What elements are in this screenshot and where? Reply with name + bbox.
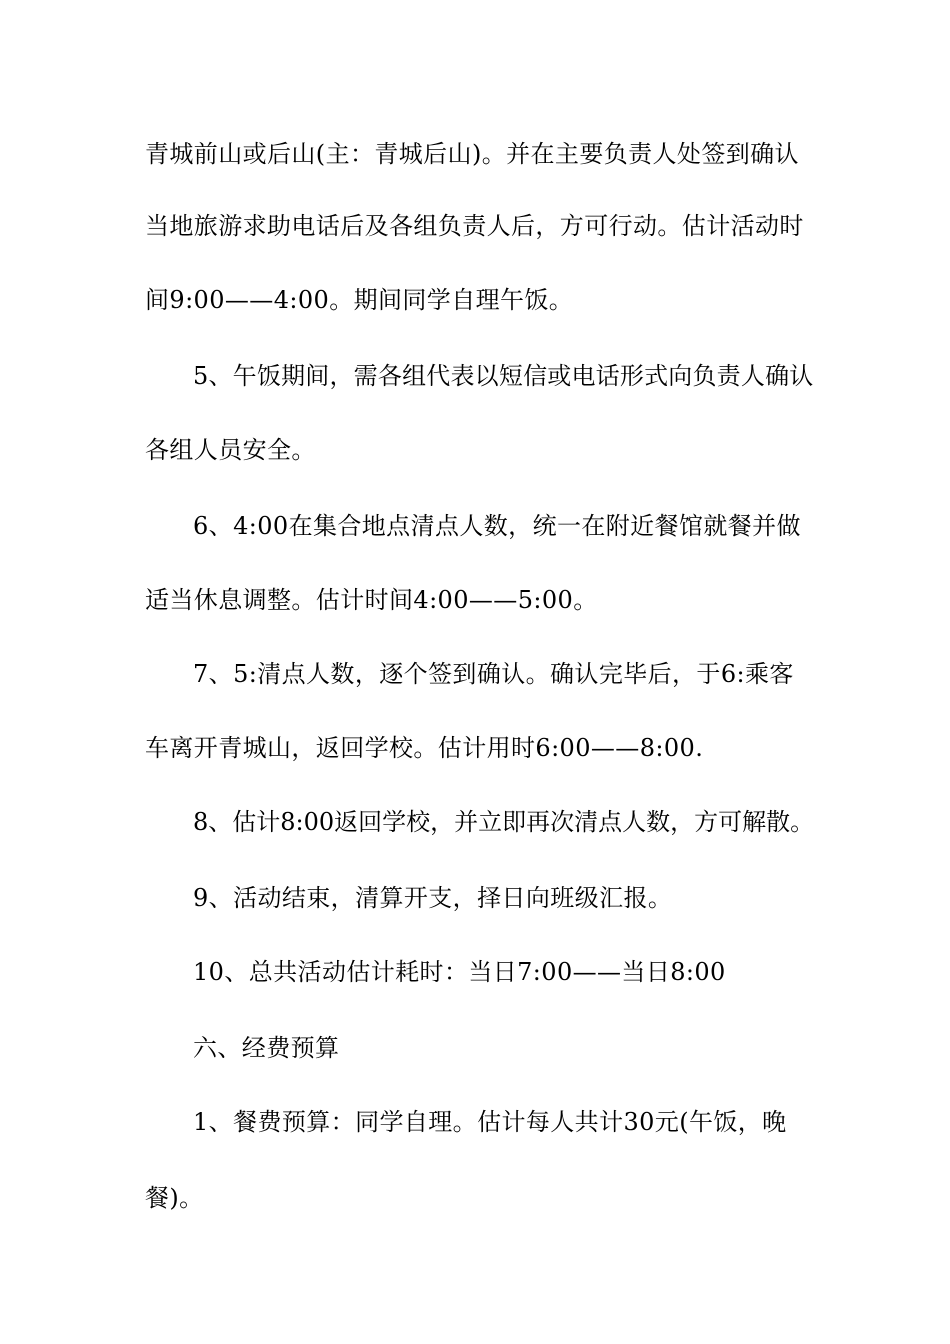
section-heading: 六、经费预算 — [193, 1034, 340, 1062]
text-line: 当地旅游求助电话后及各组负责人后，方可行动。估计活动时 — [145, 212, 804, 240]
text-line: 10、总共活动估计耗时：当日7:00——当日8:00 — [193, 958, 726, 986]
text-line: 餐)。 — [145, 1184, 204, 1212]
text-line: 适当休息调整。估计时间4:00——5:00。 — [145, 586, 598, 614]
text-line: 各组人员安全。 — [145, 436, 316, 464]
text-line: 9、活动结束，清算开支，择日向班级汇报。 — [193, 884, 673, 912]
text-line: 6、4:00在集合地点清点人数，统一在附近餐馆就餐并做 — [193, 512, 801, 540]
text-line: 7、5:清点人数，逐个签到确认。确认完毕后，于6:乘客 — [193, 660, 794, 688]
text-line: 车离开青城山，返回学校。估计用时6:00——8:00. — [145, 734, 704, 762]
text-line: 1、餐费预算：同学自理。估计每人共计30元(午饭，晚 — [193, 1108, 787, 1136]
text-line: 5、午饭期间，需各组代表以短信或电话形式向负责人确认 — [193, 362, 814, 390]
text-line: 8、估计8:00返回学校，并立即再次清点人数，方可解散。 — [193, 808, 815, 836]
text-line: 青城前山或后山(主：青城后山)。并在主要负责人处签到确认 — [145, 140, 799, 168]
text-line: 间9:00——4:00。期间同学自理午饭。 — [145, 286, 574, 314]
